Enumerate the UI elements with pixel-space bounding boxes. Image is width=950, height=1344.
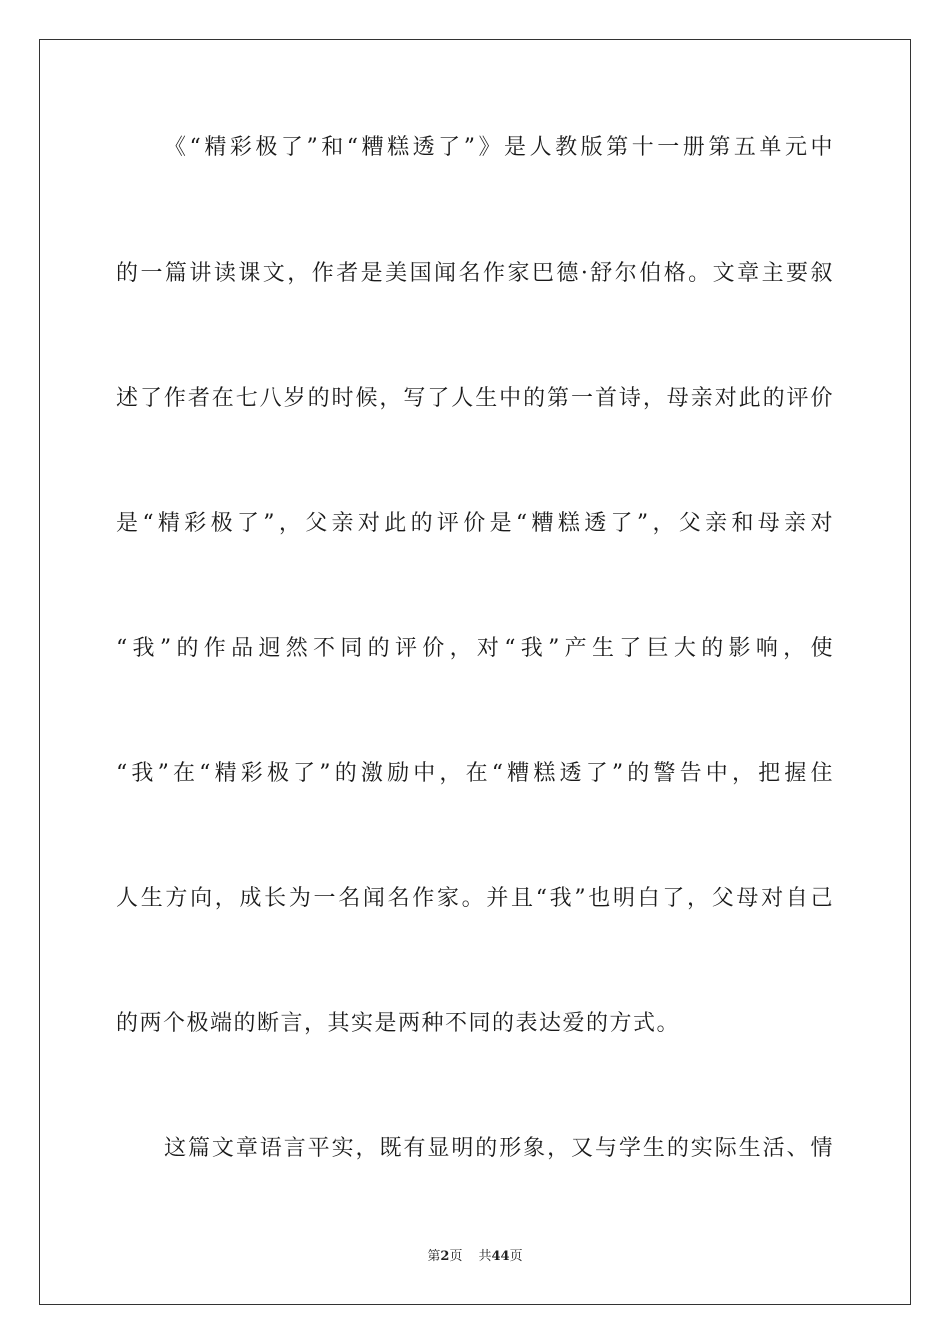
total-pages: 44 <box>491 1249 510 1264</box>
page-suffix: 页 <box>449 1249 463 1264</box>
paragraph-1-line-1: 《“精彩极了”和“糟糕透了”》是人教版第十一册第五单元中 <box>164 135 834 160</box>
paragraph-1-line-7: 人生方向，成长为一名闻名作家。并且“我”也明白了，父母对自己 <box>116 886 834 911</box>
paragraph-1-line-5: “我”的作品迥然不同的评价，对“我”产生了巨大的影响，使 <box>116 636 834 661</box>
paragraph-1-line-8: 的两个极端的断言，其实是两种不同的表达爱的方式。 <box>116 1011 681 1036</box>
paragraph-1-line-3: 述了作者在七八岁的时候，写了人生中的第一首诗，母亲对此的评价 <box>116 386 834 411</box>
total-suffix: 页 <box>509 1249 523 1264</box>
paragraph-1-line-6: “我”在“精彩极了”的激励中，在“糟糕透了”的警告中，把握住 <box>116 761 834 786</box>
paragraph-2-line-1: 这篇文章语言平实，既有显明的形象，又与学生的实际生活、情 <box>164 1136 834 1161</box>
page-border <box>39 39 911 1305</box>
page-footer <box>0 1248 950 1266</box>
total-prefix: 共 <box>478 1249 492 1264</box>
page-number: 2 <box>440 1249 450 1264</box>
paragraph-1-line-2: 的一篇讲读课文，作者是美国闻名作家巴德·舒尔伯格。文章主要叙 <box>116 261 834 286</box>
paragraph-1-line-4: 是“精彩极了”，父亲对此的评价是“糟糕透了”，父亲和母亲对 <box>116 511 834 536</box>
page-prefix: 第 <box>427 1249 441 1264</box>
